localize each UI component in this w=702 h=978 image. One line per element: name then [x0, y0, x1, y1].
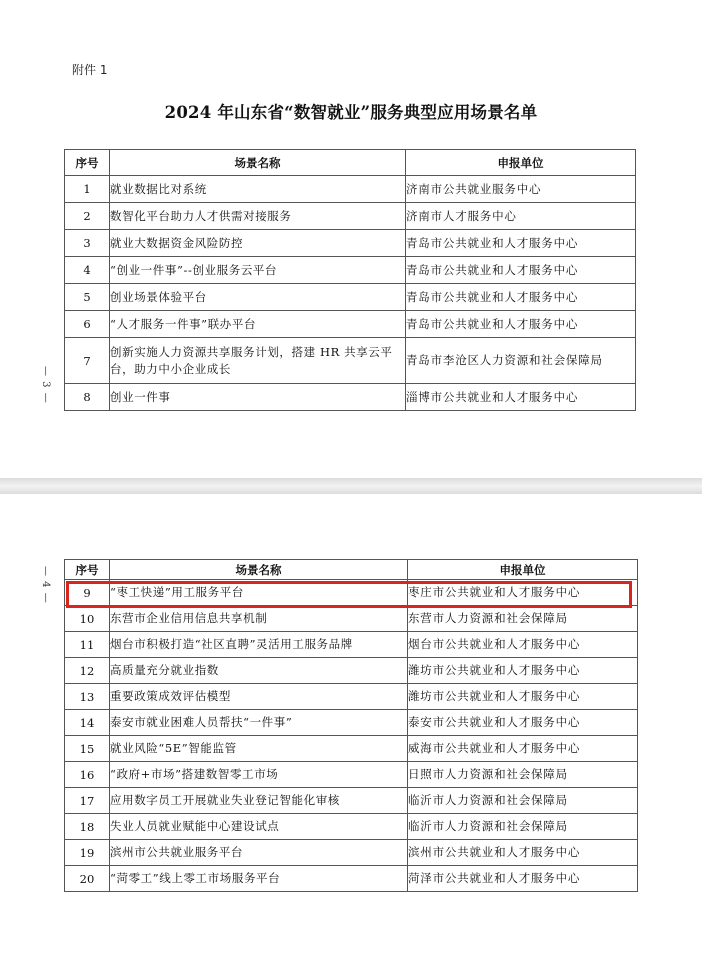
table-row: [65, 580, 638, 606]
table-row: [65, 257, 636, 284]
row-index: 4: [65, 257, 110, 284]
page-number: — 3 —: [40, 366, 51, 404]
row-index: 12: [65, 658, 110, 684]
row-index: 3: [65, 230, 110, 257]
table-header-row: [65, 560, 638, 580]
column-header-index: 序号: [65, 560, 110, 580]
row-index: 19: [65, 840, 110, 866]
row-unit: 淄博市公共就业和人才服务中心: [406, 384, 636, 411]
row-scene-name: 创业场景体验平台: [110, 284, 406, 311]
column-header-unit: 申报单位: [406, 150, 636, 176]
row-unit: 济南市公共就业服务中心: [406, 176, 636, 203]
page-number: — 4 —: [40, 566, 51, 604]
row-unit: 威海市公共就业和人才服务中心: [408, 736, 638, 762]
row-index: 13: [65, 684, 110, 710]
column-header-scene: 场景名称: [110, 560, 408, 580]
table-row: [65, 230, 636, 257]
row-unit: 青岛市公共就业和人才服务中心: [406, 284, 636, 311]
row-index: 1: [65, 176, 110, 203]
row-unit: 泰安市公共就业和人才服务中心: [408, 710, 638, 736]
row-unit: 潍坊市公共就业和人才服务中心: [408, 684, 638, 710]
row-scene-name: 东营市企业信用信息共享机制: [110, 606, 408, 632]
row-index: 6: [65, 311, 110, 338]
row-scene-name: 数智化平台助力人才供需对接服务: [110, 203, 406, 230]
row-scene-name: 就业风险“5E”智能监管: [110, 736, 408, 762]
table-row: [65, 736, 638, 762]
row-scene-name: “创业一件事”--创业服务云平台: [110, 257, 406, 284]
table-header-row: [65, 150, 636, 176]
row-scene-name: 创业一件事: [110, 384, 406, 411]
row-scene-name: “枣工快递”用工服务平台: [110, 580, 408, 606]
table-row: [65, 762, 638, 788]
table-row: [65, 311, 636, 338]
table-row: [65, 384, 636, 411]
row-index: 14: [65, 710, 110, 736]
column-header-unit: 申报单位: [408, 560, 638, 580]
row-scene-name: 重要政策成效评估模型: [110, 684, 408, 710]
row-scene-name: “政府+市场”搭建数智零工市场: [110, 762, 408, 788]
table-row: [65, 710, 638, 736]
row-unit: 烟台市公共就业和人才服务中心: [408, 632, 638, 658]
table-row: [65, 866, 638, 892]
table-row: [65, 840, 638, 866]
table-row: [65, 658, 638, 684]
row-index: 9: [65, 580, 110, 606]
row-scene-name: 应用数字员工开展就业失业登记智能化审核: [110, 788, 408, 814]
row-unit: 滨州市公共就业和人才服务中心: [408, 840, 638, 866]
row-scene-name: 就业数据比对系统: [110, 176, 406, 203]
row-scene-name: 滨州市公共就业服务平台: [110, 840, 408, 866]
scenario-table-page-1: [64, 149, 636, 411]
row-index: 11: [65, 632, 110, 658]
scenario-table-page-2: [64, 559, 638, 892]
row-scene-name: “菏零工”线上零工市场服务平台: [110, 866, 408, 892]
row-unit: 青岛市公共就业和人才服务中心: [406, 311, 636, 338]
document-page-1: [0, 0, 702, 478]
row-index: 16: [65, 762, 110, 788]
row-index: 20: [65, 866, 110, 892]
row-unit: 潍坊市公共就业和人才服务中心: [408, 658, 638, 684]
row-index: 17: [65, 788, 110, 814]
row-index: 5: [65, 284, 110, 311]
page-separator: [0, 478, 702, 494]
row-index: 15: [65, 736, 110, 762]
row-unit: 临沂市人力资源和社会保障局: [408, 814, 638, 840]
row-index: 18: [65, 814, 110, 840]
row-index: 10: [65, 606, 110, 632]
row-unit: 东营市人力资源和社会保障局: [408, 606, 638, 632]
table-row: [65, 203, 636, 230]
table-row: [65, 176, 636, 203]
row-scene-name: “人才服务一件事”联办平台: [110, 311, 406, 338]
table-row: [65, 606, 638, 632]
table-row: [65, 684, 638, 710]
row-scene-name: 创新实施人力资源共享服务计划，搭建 HR 共享云平台，助力中小企业成长: [110, 338, 406, 384]
table-row: [65, 284, 636, 311]
row-index: 2: [65, 203, 110, 230]
row-scene-name: 失业人员就业赋能中心建设试点: [110, 814, 408, 840]
table-row: [65, 788, 638, 814]
attachment-label: 附件 1: [72, 63, 108, 77]
table-row: [65, 632, 638, 658]
row-unit: 菏泽市公共就业和人才服务中心: [408, 866, 638, 892]
row-unit: 济南市人才服务中心: [406, 203, 636, 230]
column-header-scene: 场景名称: [110, 150, 406, 176]
row-index: 8: [65, 384, 110, 411]
row-scene-name: 烟台市积极打造“社区直聘”灵活用工服务品牌: [110, 632, 408, 658]
column-header-index: 序号: [65, 150, 110, 176]
row-scene-name: 泰安市就业困难人员帮扶“一件事”: [110, 710, 408, 736]
row-unit: 日照市人力资源和社会保障局: [408, 762, 638, 788]
row-unit: 枣庄市公共就业和人才服务中心: [408, 580, 638, 606]
row-index: 7: [65, 338, 110, 384]
row-scene-name: 高质量充分就业指数: [110, 658, 408, 684]
row-unit: 青岛市公共就业和人才服务中心: [406, 257, 636, 284]
row-unit: 临沂市人力资源和社会保障局: [408, 788, 638, 814]
row-unit: 青岛市公共就业和人才服务中心: [406, 230, 636, 257]
page-title: 2024 年山东省“数智就业”服务典型应用场景名单: [164, 103, 538, 122]
table-row: [65, 814, 638, 840]
row-scene-name: 就业大数据资金风险防控: [110, 230, 406, 257]
row-unit: 青岛市李沧区人力资源和社会保障局: [406, 338, 636, 384]
table-row: [65, 338, 636, 384]
